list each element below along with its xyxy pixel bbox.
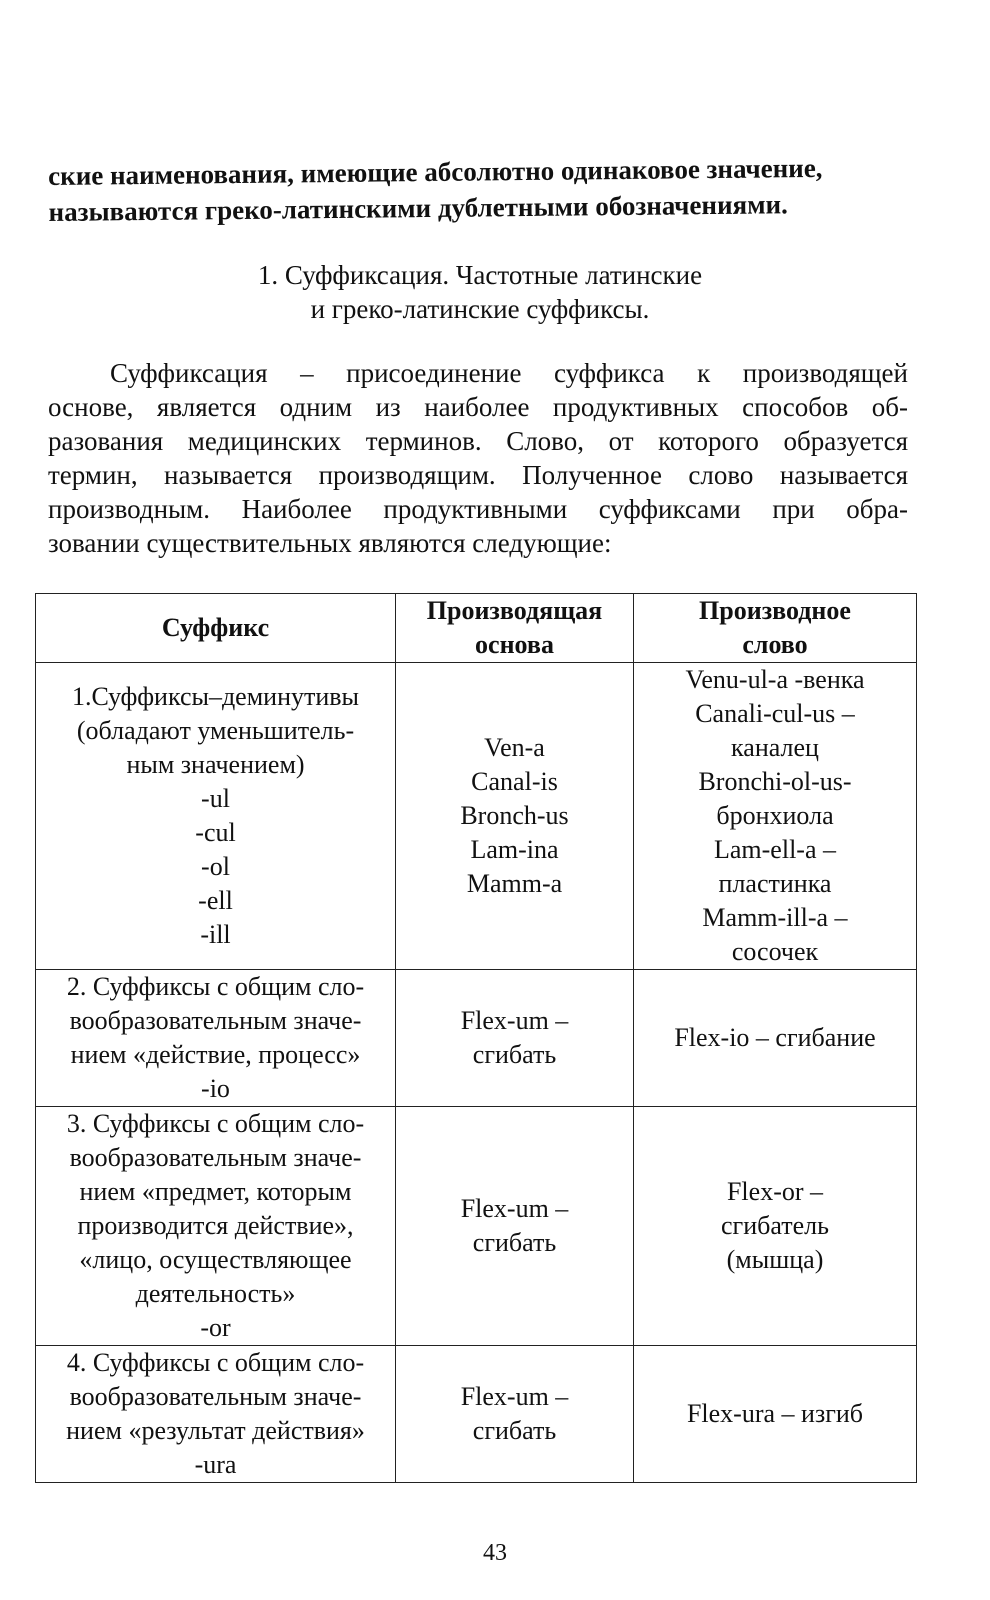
intro-line: называются греко-латинскими дублетными обозначениями. xyxy=(48,189,788,227)
suffix-cell: 2. Суффиксы с общим сло- вообразовательным значе- нием «действие, процесс» -io xyxy=(36,970,396,1107)
paragraph-line: разования медицинских терминов. Слово, от которого образуется xyxy=(48,426,908,456)
derived-cell: Flex-or – сгибатель (мышца) xyxy=(634,1107,917,1346)
paragraph-line: зовании существительных являются следующие: xyxy=(48,528,612,558)
table-row xyxy=(36,1107,917,1346)
suffix-cell: 1.Суффиксы–деминутивы (обладают уменьшитель- ным значением) -ul -cul -ol -ell -ill xyxy=(36,663,396,970)
table-row xyxy=(36,663,917,970)
derived-cell: Flex-io – сгибание xyxy=(634,970,917,1107)
header-base: Производящая основа xyxy=(396,594,634,663)
paragraph-line: Суффиксация – присоединение суффикса к производящей xyxy=(110,358,908,388)
derived-cell: Venu-ul-a -венка Canali-cul-us – каналец Bronchi-ol-us- бронхиола Lam-ell-a – пластинка Mamm-ill-a – сосочек xyxy=(634,663,917,970)
table-row xyxy=(36,1346,917,1483)
page-number: 43 xyxy=(483,1540,507,1566)
suffix-cell: 4. Суффиксы с общим сло- вообразовательным значе- нием «результат действия» -ura xyxy=(36,1346,396,1483)
paragraph-line: термин, называется производящим. Полученное слово называется xyxy=(48,460,908,490)
table-header-row xyxy=(36,594,917,663)
suffix-cell: 3. Суффиксы с общим сло- вообразовательным значе- нием «предмет, которым производится действие», «лицо, осуществляющее деятельность» -or xyxy=(36,1107,396,1346)
header-suffix: Суффикс xyxy=(36,594,396,663)
header-derived: Производное слово xyxy=(634,594,917,663)
base-cell: Ven-a Canal-is Bronch-us Lam-ina Mamm-a xyxy=(396,663,634,970)
paragraph-line: основе, является одним из наиболее продуктивных способов об- xyxy=(48,392,908,422)
intro-line: ские наименования, имеющие абсолютно одинаковое значение, xyxy=(48,152,823,191)
intro-paragraph xyxy=(48,149,909,230)
base-cell: Flex-um – сгибать xyxy=(396,970,634,1107)
base-cell: Flex-um – сгибать xyxy=(396,1107,634,1346)
paragraph-line: производным. Наиболее продуктивными суффиксами при обра- xyxy=(48,494,908,524)
base-cell: Flex-um – сгибать xyxy=(396,1346,634,1483)
section-heading xyxy=(100,258,860,326)
derived-cell: Flex-ura – изгиб xyxy=(634,1346,917,1483)
heading-line: и греко-латинские суффиксы. xyxy=(310,294,650,324)
heading-line: 1. Суффиксация. Частотные латинские xyxy=(257,260,703,290)
body-paragraph xyxy=(48,356,908,560)
table-row xyxy=(36,970,917,1107)
suffix-table xyxy=(35,593,917,1483)
